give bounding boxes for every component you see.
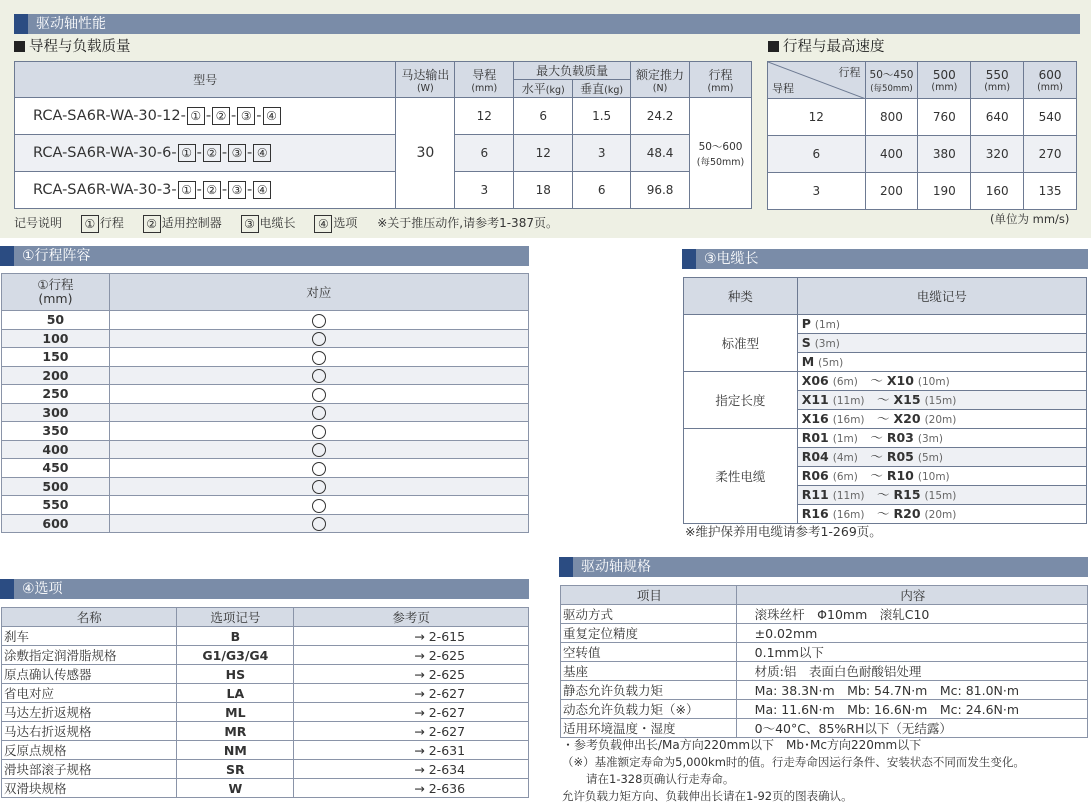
spec-content: 滚珠丝杆 Φ10mm 滚轧C10: [736, 605, 1087, 624]
supported-cell: [109, 496, 528, 515]
header-item: 项目: [561, 586, 737, 605]
table-row: [2, 385, 529, 404]
option-code: B: [177, 627, 294, 646]
table-row: 12 800 760 640 540: [768, 99, 1077, 136]
header-lead: 导程 (mm): [455, 62, 514, 98]
spec-item: 重复定位精度: [561, 624, 737, 643]
table-row: 6 400 380 320 270: [768, 136, 1077, 173]
supported-cell: [109, 311, 528, 330]
stroke-value: 250: [2, 385, 110, 404]
option-page-link[interactable]: → 2-625: [294, 665, 529, 684]
section-square-icon: [559, 557, 573, 577]
speed-col-header: 50～450 (每50mm): [865, 62, 918, 99]
circle-mark-icon: [312, 443, 326, 457]
table-row: [2, 665, 529, 684]
table-row: [2, 741, 529, 760]
option-page-link[interactable]: → 2-615: [294, 627, 529, 646]
horizontal-cell: 12: [514, 135, 573, 172]
horizontal-cell: 6: [514, 98, 573, 135]
spec-item: 基座: [561, 662, 737, 681]
circle-mark-icon: [312, 388, 326, 402]
legend-note: ※关于推压动作,请参考1-387页。: [377, 216, 558, 230]
stroke-value: 50～600 (每50mm): [690, 98, 752, 209]
header-content: 内容: [736, 586, 1087, 605]
option-name: 刹车: [2, 627, 177, 646]
stroke-value: 550: [2, 496, 110, 515]
stroke-value: 150: [2, 348, 110, 367]
header-horizontal: 水平(kg): [514, 80, 573, 98]
spec-item: 静态允许负载力矩: [561, 681, 737, 700]
option-name: 滑块部滚子规格: [2, 760, 177, 779]
spec-content: Ma: 11.6N·m Mb: 16.6N·m Mc: 24.6N·m: [736, 700, 1087, 719]
table-row: [561, 624, 1088, 643]
supported-cell: [109, 422, 528, 441]
header-stroke: 行程 (mm): [690, 62, 752, 98]
supported-cell: [109, 329, 528, 348]
header-code: 电缆记号: [797, 278, 1086, 315]
section-title-cable: ③电缆长: [682, 249, 1088, 269]
option-table: [1, 607, 529, 798]
header-vertical: 垂直(kg): [573, 80, 631, 98]
option-code: NM: [177, 741, 294, 760]
stroke-value: 300: [2, 403, 110, 422]
option-name: 马达左折返规格: [2, 703, 177, 722]
option-page-link[interactable]: → 2-627: [294, 722, 529, 741]
lead-cell: 6: [455, 135, 514, 172]
table-row: [561, 662, 1088, 681]
section-square-icon: [682, 249, 696, 269]
lead-load-subtitle: 导程与负载质量: [14, 38, 131, 56]
stroke-value: 400: [2, 440, 110, 459]
supported-cell: [109, 477, 528, 496]
option-name: 涂敷指定润滑脂规格: [2, 646, 177, 665]
table-row: [2, 422, 529, 441]
table-row: [2, 329, 529, 348]
supported-cell: [109, 348, 528, 367]
table-row: [561, 643, 1088, 662]
model-cell: RCA-SA6R-WA-30-6- ① - ② - ③ - ④: [15, 135, 396, 172]
table-row: [2, 440, 529, 459]
option-name: 原点确认传感器: [2, 665, 177, 684]
section-square-icon: [0, 246, 14, 266]
spec-content: 0.1mm以下: [736, 643, 1087, 662]
option-name: 反原点规格: [2, 741, 177, 760]
option-code: SR: [177, 760, 294, 779]
header-motor: 马达输出 (W): [396, 62, 455, 98]
supported-cell: [109, 514, 528, 533]
option-page-link[interactable]: → 2-631: [294, 741, 529, 760]
vertical-cell: 1.5: [573, 98, 631, 135]
table-row: [2, 403, 529, 422]
option-page-link[interactable]: → 2-636: [294, 779, 529, 798]
spec-item: 动态允许负载力矩（※）: [561, 700, 737, 719]
header-model: 型号: [15, 62, 396, 98]
spec-content: 0～40°C、85%RH以下（无结露）: [736, 719, 1087, 738]
circle-mark-icon: [312, 406, 326, 420]
speed-col-header: 600 (mm): [1024, 62, 1077, 99]
stroke-value: 100: [2, 329, 110, 348]
option-name: 省电对应: [2, 684, 177, 703]
header-name: 名称: [2, 608, 177, 627]
table-row: [2, 646, 529, 665]
cable-type: 指定长度: [684, 372, 798, 429]
circle-mark-icon: [312, 332, 326, 346]
section-title-spec: 驱动轴规格: [559, 557, 1088, 577]
stroke-table: [1, 273, 529, 533]
table-row: [2, 514, 529, 533]
speed-col-header: 500 (mm): [918, 62, 971, 99]
spec-notes: ・参考负载伸出长/Ma方向220mm以下 Mb･Mc方向220mm以下 （※）基准额定寿命为5,000km时的值。行走寿命因运行条件、安装状态不同而发生变化。 请在1-328页确认行走寿命。 允许负载力矩方向、负载伸出长请在1-92页的图表确认。: [562, 738, 1025, 803]
option-page-link[interactable]: → 2-625: [294, 646, 529, 665]
table-row: [15, 98, 752, 135]
thrust-cell: 96.8: [631, 172, 690, 209]
header-support: 对应: [109, 274, 528, 311]
spec-content: ±0.02mm: [736, 624, 1087, 643]
table-row: [2, 366, 529, 385]
legend-label: 记号说明: [14, 216, 63, 230]
circle-mark-icon: [312, 462, 326, 476]
cable-table: [683, 277, 1087, 524]
option-code: LA: [177, 684, 294, 703]
circle-mark-icon: [312, 425, 326, 439]
cable-list: X06 (6m) ～ X10 (10m) X11 (11m) ～ X15 (15m) X16 (16m) ～ X20 (20m): [797, 372, 1086, 429]
supported-cell: [109, 366, 528, 385]
vertical-cell: 3: [573, 135, 631, 172]
thrust-cell: 48.4: [631, 135, 690, 172]
option-name: 马达右折返规格: [2, 722, 177, 741]
speed-col-header: 550 (mm): [971, 62, 1024, 99]
section-title-drive-performance: [14, 14, 1080, 34]
horizontal-cell: 18: [514, 172, 573, 209]
table-row: [2, 779, 529, 798]
option-code: ML: [177, 703, 294, 722]
option-code: W: [177, 779, 294, 798]
stroke-value: 600: [2, 514, 110, 533]
table-row: [2, 496, 529, 515]
table-row: [2, 477, 529, 496]
section-square-icon: [0, 579, 14, 599]
lead-load-table: [14, 61, 752, 209]
spec-item: 适用环境温度・湿度: [561, 719, 737, 738]
table-row: [561, 700, 1088, 719]
cable-list: P (1m) S (3m) M (5m): [797, 315, 1086, 372]
header-code: 选项记号: [177, 608, 294, 627]
spec-item: 驱动方式: [561, 605, 737, 624]
table-row: [2, 459, 529, 478]
supported-cell: [109, 440, 528, 459]
legend-row: 记号说明 ① 行程 ② 适用控制器 ③ 电缆长 ④ 选项 ※关于推压动作,请参考1-387页。: [14, 216, 558, 231]
table-row: [2, 684, 529, 703]
model-cell: RCA-SA6R-WA-30-12- ① - ② - ③ - ④: [15, 98, 396, 135]
table-row: [15, 172, 752, 209]
stroke-value: 350: [2, 422, 110, 441]
cable-list: R01 (1m) ～ R03 (3m) R04 (4m) ～ R05 (5m) R06 (6m) ～ R10 (10m) R11 (11m) ～ R15 (15m) R16 (16m) ～ R20 (20m): [797, 429, 1086, 524]
cable-type: 柔性电缆: [684, 429, 798, 524]
circle-mark-icon: [312, 369, 326, 383]
speed-unit-note: (单位为 mm/s): [990, 212, 1070, 226]
table-row: [2, 348, 529, 367]
circle-mark-icon: [312, 480, 326, 494]
section-square-icon: [14, 14, 28, 34]
section-title-stroke: ①行程阵容: [0, 246, 529, 266]
header-thrust: 额定推力 (N): [631, 62, 690, 98]
stroke-value: 50: [2, 311, 110, 330]
table-row: [2, 627, 529, 646]
option-name: 双滑块规格: [2, 779, 177, 798]
table-row: [2, 311, 529, 330]
stroke-value: 500: [2, 477, 110, 496]
cable-type: 标准型: [684, 315, 798, 372]
cable-note: ※维护保养用电缆请参考1-269页。: [685, 524, 882, 539]
section-title-text: 驱动轴性能: [36, 16, 106, 32]
supported-cell: [109, 385, 528, 404]
table-row: 3 200 190 160 135: [768, 173, 1077, 210]
table-row: [2, 760, 529, 779]
option-page-link[interactable]: → 2-627: [294, 684, 529, 703]
header-page: 参考页: [294, 608, 529, 627]
table-row: [2, 722, 529, 741]
table-row: [2, 703, 529, 722]
stroke-value: 450: [2, 459, 110, 478]
speed-table: [767, 61, 1077, 210]
table-row: [561, 681, 1088, 700]
section-title-option: ④选项: [0, 579, 529, 599]
circle-mark-icon: [312, 517, 326, 531]
corner-header: 行程 导程: [768, 62, 866, 99]
option-page-link[interactable]: → 2-634: [294, 760, 529, 779]
table-row: [561, 605, 1088, 624]
stroke-value: 200: [2, 366, 110, 385]
option-page-link[interactable]: → 2-627: [294, 703, 529, 722]
thrust-cell: 24.2: [631, 98, 690, 135]
header-stroke: ①行程 (mm): [2, 274, 110, 311]
vertical-cell: 6: [573, 172, 631, 209]
header-max-load: 最大负载质量: [514, 62, 631, 80]
supported-cell: [109, 403, 528, 422]
option-code: MR: [177, 722, 294, 741]
table-row: [561, 719, 1088, 738]
lead-cell: 3: [455, 172, 514, 209]
spec-content: Ma: 38.3N·m Mb: 54.7N·m Mc: 81.0N·m: [736, 681, 1087, 700]
circle-mark-icon: [312, 351, 326, 365]
spec-item: 空转值: [561, 643, 737, 662]
table-row: [15, 135, 752, 172]
spec-content: 材质:铝 表面白色耐酸铝处理: [736, 662, 1087, 681]
option-code: HS: [177, 665, 294, 684]
motor-value: 30: [396, 98, 455, 209]
header-type: 种类: [684, 278, 798, 315]
supported-cell: [109, 459, 528, 478]
circle-mark-icon: [312, 499, 326, 513]
black-square-icon: [14, 41, 25, 52]
lead-cell: 12: [455, 98, 514, 135]
circle-mark-icon: [312, 314, 326, 328]
black-square-icon: [768, 41, 779, 52]
model-cell: RCA-SA6R-WA-30-3- ① - ② - ③ - ④: [15, 172, 396, 209]
spec-table: [560, 585, 1088, 738]
speed-subtitle: 行程与最高速度: [768, 38, 885, 56]
option-code: G1/G3/G4: [177, 646, 294, 665]
